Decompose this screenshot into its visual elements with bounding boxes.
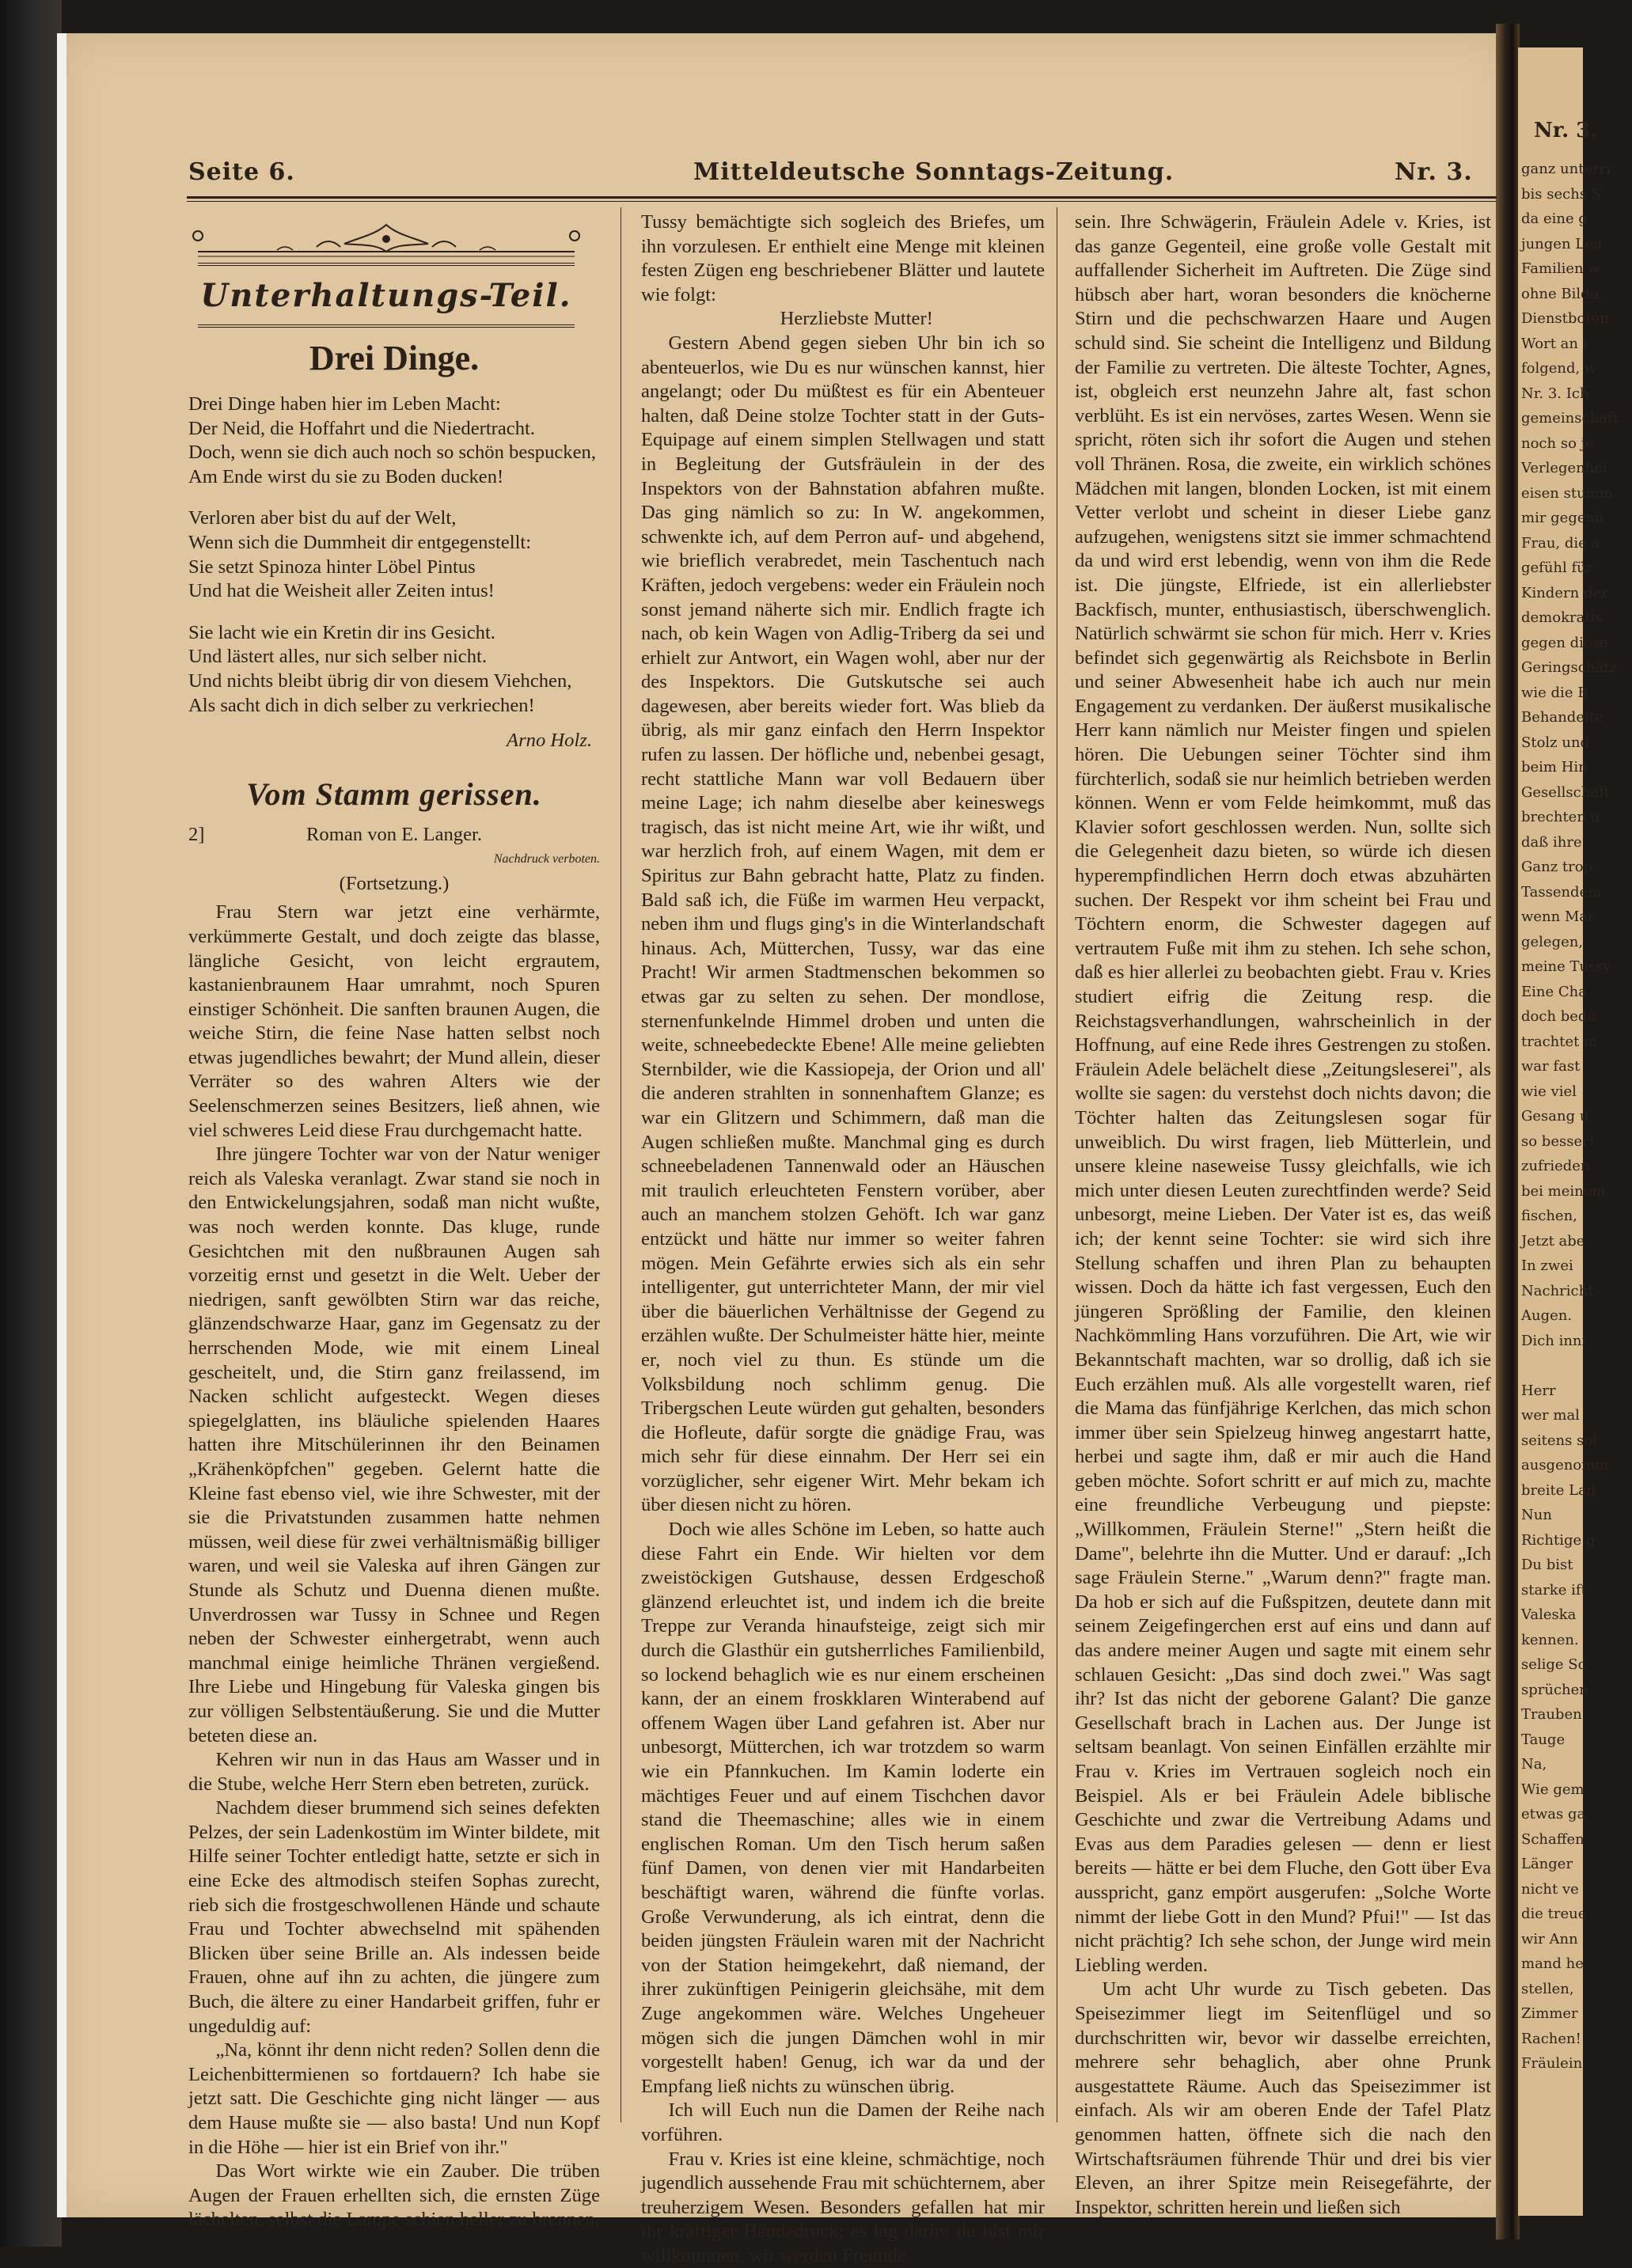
next-page-fragment-line: Ganz trop [1521,856,1632,878]
next-page-fragment-line: ausgenomm [1521,1454,1632,1477]
next-page-fragment-line: doch bedü [1521,1006,1632,1028]
poem-line: Sie lacht wie ein Kretin dir ins Gesicht. [188,621,600,646]
next-page-fragment-line: Stolz und [1521,732,1632,754]
column-1 [188,210,600,2232]
next-page-fragment-line: starke ift [1521,1580,1632,1602]
next-page-fragment-line: demokratis [1521,607,1632,629]
next-page-fragment-line: trachtet m [1521,1031,1632,1053]
paragraph: Doch wie alles Schöne im Leben, so hatte auch diese Fahrt ein Ende. Wir hielten vor dem zweistöckigen Gutshause, dessen Erdgeschoß glänzend erleuchtet ist, und indem ich die breite Treppe zur Veranda hinaufsteige, zeigt sich mir durch die Glasthür ein gutsherrliches Familienbild, so lockend behaglich wie es nur einem erscheinen kann, der an einem froskklaren Winterabend auf offenem Wagen über Land gefahren ist. Aber nur unbesorgt, Mütterchen, ich war trotzdem so warm wie ein Pfannkuchen. Im Kamin loderte ein mächtiges Feuer und auf einem Tischchen davor stand die Theemaschine; alles wie in einem englischen Roman. Um den Tisch herum saßen fünf Damen, von denen vier mit Handarbeiten beschäftigt waren, während die fünfte vorlas. Große Verwunderung, als ich eintrat, denn die beiden jüngsten Fräulein waren mit der Nachricht von der Station heimgekehrt, daß niemand, der ihrer zukünftigen Peinigerin gleichsähe, mit dem Zuge angekommen wäre. Welches Ungeheuer mögen sich die jungen Dämchen wohl in mir vorgestellt haben! Genug, ich war da und der Empfang ließ nichts zu wünschen übrig. [641,1518,1045,2099]
page-edge [57,33,66,2217]
poem-line: Und hat die Weisheit aller Zeiten intus! [188,579,600,604]
next-page-fragment-line: gelegen, [1521,931,1632,954]
issue-number: Nr. 3. [1395,158,1473,186]
poem-stanza [188,621,600,718]
next-page-fragment-line: Zimmer [1521,2003,1632,2025]
paragraph: Frau v. Kries ist eine kleine, schmächtige, noch jugendlich aussehende Frau mit schüchternem, aber treuherzigem Wesen. Besonders gefallen hat mir ihr kräftiger Händedruck; es lag darin: du bist mir willkommen, wir werden Freunde [641,2148,1045,2268]
next-page-fragment-line: gemeinschaft [1521,408,1632,430]
next-page-fragment-line: Familien w [1521,258,1632,280]
section-title: Unterhaltungs-Teil. [200,277,571,314]
next-page-fragment-line: Jetzt abe [1521,1231,1632,1253]
paragraph: sein. Ihre Schwägerin, Fräulein Adele v. Kries, ist das ganze Gegenteil, eine große volle Gestalt mit auffallender Sicherheit im Auftreten. Die Züge sind hübsch aber hart, woran besonders die knöcherne Stirn und die pechschwarzen Haare und Augen schuld sind. Sie scheint die Intelligenz und Bildung der Familie zu vertreten. Die älteste Tochter, Agnes, ist, obgleich erst neunzehn Jahre alt, fast schon verblüht. Es ist ein nervöses, zartes Wesen. Wenn sie spricht, röten sich ihr sofort die Augen und stehen voll Thränen. Rosa, die zweite, ein wirklich schönes Mädchen mit langen, blonden Locken, ist mit einem Vetter verlobt und scheint in dieser Liebe ganz aufzugehen, wenigstens sitzt sie immer schmachtend da und wird erst lebendig, wenn von ihm die Rede ist. Die jüngste, Elfriede, ist ein allerliebster Backfisch, munter, enthusiastisch, überschwenglich. Natürlich schwärmt sie schon für mich. Herr v. Kries befindet sich gegenwärtig als Reichsbote in Berlin und seiner Abwesenheit habe ich auch nur mein Engagement zu verdanken. Der äußerst musikalische Herr kann nämlich nur Meister fingen und spielen hören. Die Uebungen seiner Töchter sind ihm fürchterlich, sodaß sie nur heimlich betrieben werden können. Wenn er vom Felde heimkommt, muß das Klavier sofort geschlossen werden. Nun, sollte sich die Gelegenheit dazu bieten, so würde ich diesen hyperempfindlichen Herrn doch etwas abzuhärten suchen. Der Respekt vor ihm scheint bei Frau und Töchtern enorm, die Schwester dagegen auf vertrautem Fuße mit ihm zu stehen. Ich sehe schon, daß es hier allerlei zu beobachten giebt. Frau v. Kries studiert eifrig die Zeitung resp. die Reichstagsverhandlungen, wahrscheinlich in der Hoffnung, auf eine Rede ihres Gestrengen zu stoßen. Fräulein Adele belächelt diese „Zeitungsleserei", als wollte sie sagen: du verstehst doch nichts davon; die Töchter halten das Zeitungslesen sogar für unweiblich. Du wirst fragen, lieb Mütterlein, und unsere kleine naseweise Tussy gleichfalls, wie ich mich unter diesen Leuten zurechtfinden werde? Seid unbesorgt, meine Lieben. Der Vater ist es, das weiß ich; der kennt seine Tochter: sie wird sich ihre Stellung schaffen und ihren Plan zu behaupten wissen. Doch da hätte ich fast vergessen, Euch den jüngeren Sprößling der Familie, den kleinen Nachkömmling Hans vorzuführen. Die Art, wie wir Bekanntschaft machten, war so drollig, daß ich sie Euch erzählen muß. Als alle vorgestellt waren, rief die Mama das fünfjährige Kerlchen, das mich schon immer über sein Spielzeug hinweg angestarrt hatte, herbei und sagte ihm, daß er mir auch die Hand geben möchte. Sofort schritt er auf mich zu, machte eine freundliche Verbeugung und piepste: „Willkommen, Fräulein Sterne!" „Stern heißt die Dame", belehrte ihn die Mutter. Und er darauf: „Ich sage Fräulein Sterne." „Warum denn?" fragte man. Da hob er sich auf die Fußspitzen, deutete dann mit seinem Zeigefingerchen erst auf eins und dann auf das andere meiner Augen und sagte mit einem sehr schlauen Gesicht: „Das sind doch zwei." Was sagt ihr? Ist das nicht der geborene Galant? Die ganze Gesellschaft brach in Lachen aus. Der Junge ist seltsam beanlagt. Von seinen Einfällen erzählte mir Frau v. Kries im Vertrauen sogleich noch ein Beispiel. Als er bei Fräulein Adele biblische Geschichte und zwar die Vertreibung Adams und Evas aus dem Paradies gelesen — denn er liest bereits — hätte er bei dem Fluche, den Gott über Eva ausspricht, ganz empört ausgerufen: „Solche Worte nimmt der liebe Gott in den Mund? Pfui!" — Ist das nicht prächtig? Ich sehe schon, der Junge wird mein Liebling werden. [1075,210,1491,1978]
poem-stanza [188,506,600,603]
next-page-fragment-line: selige Sc [1521,1654,1632,1676]
next-page-header: Nr. 3. [1534,119,1597,142]
next-page-fragment-line: beim Hin [1521,757,1632,779]
paragraph: Nachdem dieser brummend sich seines defekten Pelzes, der sein Ladenkostüm im Winter bildete, mit Hilfe seiner Tochter entledigt hatte, setzte er sich in eine Ecke des altmodisch steifen Sophas zurecht, rieb sich die frostgeschwollenen Hände und schaute Frau und Tochter abwechselnd mit spähenden Blicken über seine Brille an. Als indessen beide Frauen, ohne auf ihn zu achten, die jüngere zum Buch, die ältere zu einer Handarbeit griffen, fuhr er ungeduldig auf: [188,1796,600,2039]
poem-line: Als sacht dich in dich selber zu verkriechen! [188,694,600,719]
paragraph: Frau Stern war jetzt eine verhärmte, verkümmerte Gestalt, und doch zeigte das blasse, längliche Gesicht, von leicht ergrautem, kastanienbraunem Haar umrahmt, noch Spuren einstiger Schönheit. Die sanften braunen Augen, die weiche Stirn, die feine Nase hatten selbst noch etwas jugendliches bewahrt; der Mund allein, dieser Verräter so des wahren Alters wie der Seelenschmerzen seines Besitzers, ließ ahnen, wie viel schweres Leid diese Frau durchgemacht hatte. [188,901,600,1143]
paragraph: Tussy bemächtigte sich sogleich des Briefes, um ihn vorzulesen. Er enthielt eine Menge mit kleinen festen Zügen eng beschriebener Blätter und lautete wie folgt: [641,210,1045,307]
next-page-fragment-line: Nr. 3. Ich [1521,383,1632,405]
next-page-fragment-line: Gesellschaft [1521,782,1632,804]
next-page-fragment-line: In zwei [1521,1255,1632,1277]
poem-stanza [188,393,600,489]
next-page-fragment-line: Kindern der [1521,582,1632,605]
next-page-fragment-line: Wie gem [1521,1779,1632,1801]
next-page-fragment-line: Schaffen [1521,1829,1632,1851]
next-page-fragment-line: wenn Mar [1521,906,1632,928]
next-page-fragment-line: stellen, [1521,1978,1632,2001]
next-page-fragment-line: Augen. [1521,1305,1632,1327]
next-page-fragment-line: wir Ann [1521,1929,1632,1951]
next-page-fragment-line: Herr [1521,1380,1632,1402]
next-page-fragment-line: ohne Bildu [1521,283,1632,305]
poem-body [188,393,600,753]
novel-byline: Roman von E. Langer. [188,823,600,848]
continuation-note: (Fortsetzung.) [188,872,600,897]
copyright-notice: Nachdruck verboten. [188,850,600,869]
next-page-fragment-line: zufrieden [1521,1155,1632,1178]
next-page-fragment-line: Tauge [1521,1729,1632,1751]
paragraph: „Na, könnt ihr denn nicht reden? Sollen denn die Leichenbittermienen so fortdauern? Ich habe sie jetzt satt. Die Geschichte ging nicht länger — aus dem Hause mußte sie — also basta! Und nun Kopf in die Höhe — hier ist ein Brief von ihr." [188,2039,600,2160]
next-page-fragment-line: etwas ga [1521,1803,1632,1826]
novel-title: Vom Stamm gerissen. [188,774,600,815]
next-page-fragment-line: Dich inni [1521,1330,1632,1352]
next-page-fragment-line: fischen, [1521,1205,1632,1227]
next-page-fragment-line: Gesang u [1521,1106,1632,1128]
poem-line: Am Ende wirst du sie zu Boden ducken! [188,465,600,490]
poem-line: Und lästert alles, nur sich selber nicht. [188,645,600,669]
paragraph: Kehren wir nun in das Haus am Wasser und in die Stube, welche Herr Stern eben betreten, zurück. [188,1748,600,1796]
newspaper-title: Mitteldeutsche Sonntags-Zeitung. [693,158,1174,186]
paragraph: Das Wort wirkte wie ein Zauber. Die trüben Augen der Frauen erhellten sich, die ernsten Züge lächelten, selbst die Lampe schien heller zu brennen. [188,2160,600,2232]
next-page-fragment-line: gefühl für [1521,557,1632,579]
next-page-fragment-line: ganz unterri [1521,158,1632,180]
next-page-fragment-line: eisen stumm [1521,483,1632,505]
next-page-fragment-line: war fast [1521,1056,1632,1078]
next-page-fragment-line: Geringschätz [1521,657,1632,679]
poem-line: Und nichts bleibt übrig dir von diesem Viehchen, [188,669,600,694]
next-page-fragment [1518,47,1583,2216]
next-page-fragment-line: folgend, w [1521,358,1632,380]
letter-salutation: Herzliebste Mutter! [641,307,1045,332]
next-page-fragment-line: so besser! [1521,1131,1632,1153]
next-page-fragment-line: wie viel [1521,1081,1632,1103]
next-page-fragment-line: seitens sei [1521,1430,1632,1452]
next-page-fragment-line: Länger [1521,1853,1632,1875]
column-3 [1075,210,1491,2220]
header-rule [187,196,1497,202]
poem-line: Der Neid, die Hoffahrt und die Niedertracht. [188,417,600,442]
next-page-fragment-line: Behandelte [1521,707,1632,729]
installment-number: 2] [188,823,205,848]
paragraph: Um acht Uhr wurde zu Tisch gebeten. Das Speisezimmer liegt im Seitenflügel und so durchschritten wir, bevor wir dasselbe erreichten, mehrere sehr behaglich, aber ohne Prunk ausgestattete Räume. Auch das Speisezimmer ist einfach. Als wir am oberen Ende der Tafel Platz genommen hatten, öffnete sich die nach den Wirtschaftsräumen führende Thür und drei bis vier Eleven, an ihrer Spitze mein Reisegefährte, der Inspektor, schritten herein und ließen sich [1075,1978,1491,2220]
poem-title: Drei Dinge. [188,337,600,380]
next-page-fragment-line: wie die B [1521,682,1632,704]
paragraph: Ihre jüngere Tochter war von der Natur weniger reich als Valeska veranlagt. Zwar stand sie noch in den Entwickelungsjahren, sodaß man nicht wußte, was noch werden konnte. Das kluge, runde Gesichtchen mit den nußbraunen Augen sah vorzeitig ernst und gesetzt in die Welt. Ueber der niedrigen, sanft gewölbten Stirn war das reiche, glänzendschwarze Haar, ganz im Gegensatz zu der herrschenden Mode, wie mit einem Lineal gescheitelt, und, die Stirn ganz freilassend, im Nacken schlicht aufgesteckt. Wegen dieses spiegelglatten, ins bläuliche spielenden Haares hatten ihre Mitschülerinnen ihr den Beinamen „Krähenköpfchen" gegeben. Gelernt hatte die Kleine fast ebenso viel, wie ihre Schwester, mit der sie die Privatstunden zusammen hatte nehmen müssen, weil diese für zwei verhältnismäßig billiger waren, und weil sie Valeska auf ihren Gängen zur Stunde als Schutz und Duenna dienen mußte. Unverdrossen war Tussy in Schnee und Regen neben der Schwester einhergetrabt, wenn auch manchmal einige heimliche Thränen vergießend. Ihre Liebe und Hingebung für Valeska gingen bis zur völligen Selbstentäußerung. Sie und die Mutter beteten diese an. [188,1143,600,1748]
page-number: Seite 6. [188,158,295,186]
next-page-fragment-line: Rachen! [1521,2028,1632,2050]
next-page-fragment-line: Tassendem [1521,882,1632,904]
paragraph: Ich will Euch nun die Damen der Reihe nach vorführen. [641,2099,1045,2147]
next-page-fragment-line: bis sechs S [1521,184,1632,206]
next-page-fragment-line: meine Tussy [1521,956,1632,978]
next-page-fragment-line: nicht ve [1521,1879,1632,1901]
next-page-fragment-line: Wort an i [1521,333,1632,355]
next-page-fragment-line: daß ihre [1521,832,1632,854]
next-page-fragment-line: Dienstboten [1521,308,1632,330]
next-page-fragment-line: jungen Leu [1521,233,1632,256]
next-page-fragment-line: bei meinem [1521,1181,1632,1203]
next-page-fragment-line: Trauben [1521,1704,1632,1726]
poem-line: Doch, wenn sie dich auch noch so schön bespucken, [188,441,600,465]
next-page-fragment-line: sprüchen [1521,1679,1632,1701]
paragraph: Gestern Abend gegen sieben Uhr bin ich so abenteuerlos, wie Du es nur wünschen kannst, hier angelangt; oder Du müßtest es für ein Abenteuer halten, daß Deine stolze Tochter statt in der Guts-Equipage auf einem simplen Stellwagen und statt in Begleitung der Gutsfräulein in der des Inspektors von der Bahnstation abfahren mußte. Das ging nämlich so zu: In W. angekommen, schwenkte ich, auf dem Perron auf- und abgehend, wie brieflich verabredet, mein Taschentuch nach Kräften, jedoch vergebens: weder ein Fräulein noch sonst jemand näherte sich mir. Endlich fragte ich nach, ob kein Wagen von Adlig-Triberg da sei und erhielt zur Antwort, ein Wagen wohl, aber nur der des Inspektors. Die Gutskutsche sei auch dagewesen, aber bereits wieder fort. Was blieb da übrig, als mir ganz einfach den Herrn Inspektor rufen zu lassen. Der höfliche und, nebenbei gesagt, recht stattliche Mann war voll Bedauern über meine Lage; ich nahm dieselbe aber keineswegs tragisch, das ist nicht meine Art, wie ihr wißt, und war herzlich froh, auf einem Wagen, mit dem er Spiritus zur Bahn gebracht hatte, Platz zu finden. Bald saß ich, die Füße im warmen Heu verpackt, neben ihm und flugs ging's in die Winterlandschaft hinaus. Ach, Mütterchen, Tussy, war das eine Pracht! Wir armen Stadtmenschen bekommen so etwas gar zu selten zu sehen. Der mondlose, sternenfunkelnde Himmel droben und unten die weite, schneebedeckte Ebene! Alle meine geliebten Sternbilder, wie die Kassiopeja, der Orion und all' die anderen strahlten in sonnenhaftem Glanze; es war ein Glitzern und Schimmern, daß man die Augen schließen mußte. Manchmal ging es durch schneebeladenen Tannenwald oder an Häuschen mit traulich erleuchteten Fenstern vorüber, aber auch an manchem stolzen Gehöft. Ich war ganz entzückt und hätte nur immer so weiter fahren mögen. Mein Gefährte erwies sich als ein sehr intelligenter, gut unterrichteter Mann, der mir viel über die bäuerlichen Verhältnisse der Gegend zu erzählen wußte. Der Schulmeister hätte hier, meinte er, noch viel zu thun. Es stünde um die Volksbildung noch schlimm genug. Die Tribergschen Leute würden gut gehalten, besonders die Hofleute, dafür sorgte die gnädige Frau, was mich sehr für diese einnahm. Der Herr sei ein vorzüglicher, sehr eigener Wirt. Mehr bekam ich über diesen nicht zu hören. [641,332,1045,1518]
poem-line: Verloren aber bist du auf der Welt, [188,506,600,531]
next-page-fragment-line: Frau, die a [1521,533,1632,555]
next-page-fragment-line: noch so je [1521,433,1632,455]
next-page-fragment-line: da eine g [1521,208,1632,230]
next-page-fragment-line: Richtige g [1521,1530,1632,1552]
book-gutter [1496,24,1520,2240]
column-2 [641,210,1045,2268]
next-page-fragment-line: mand he [1521,1953,1632,1975]
poem-line: Drei Dinge haben hier im Leben Macht: [188,393,600,417]
next-page-fragment-line: Nachricht [1521,1280,1632,1303]
next-page-fragment-line: Valeska [1521,1604,1632,1626]
next-page-fragment-line: die treue [1521,1903,1632,1925]
next-page-fragment-line: Nun [1521,1504,1632,1527]
poem-line: Sie setzt Spinoza hinter Löbel Pintus [188,556,600,580]
next-page-fragment-line: breite Lad [1521,1480,1632,1502]
poem-author: Arno Holz. [188,729,592,753]
next-page-fragment-line: gegen diese [1521,632,1632,654]
book-cover-edge [0,0,62,2247]
next-page-fragment-line: mir gegenü [1521,507,1632,529]
next-page-fragment-line: Verlegenhei [1521,457,1632,480]
next-page-fragment-line: wer mal [1521,1405,1632,1427]
poem-line: Wenn sich die Dummheit dir entgegenstellt: [188,531,600,556]
next-page-fragment-line: brechten u [1521,806,1632,829]
next-page-fragment-line: Eine Cha [1521,981,1632,1003]
next-page-fragment-line: Fräulein [1521,2053,1632,2075]
next-page-fragment-line: Du bist [1521,1554,1632,1576]
next-page-fragment-line: Na, [1521,1754,1632,1776]
novel-meta [188,823,600,850]
next-page-fragment-line: kennen. [1521,1629,1632,1652]
